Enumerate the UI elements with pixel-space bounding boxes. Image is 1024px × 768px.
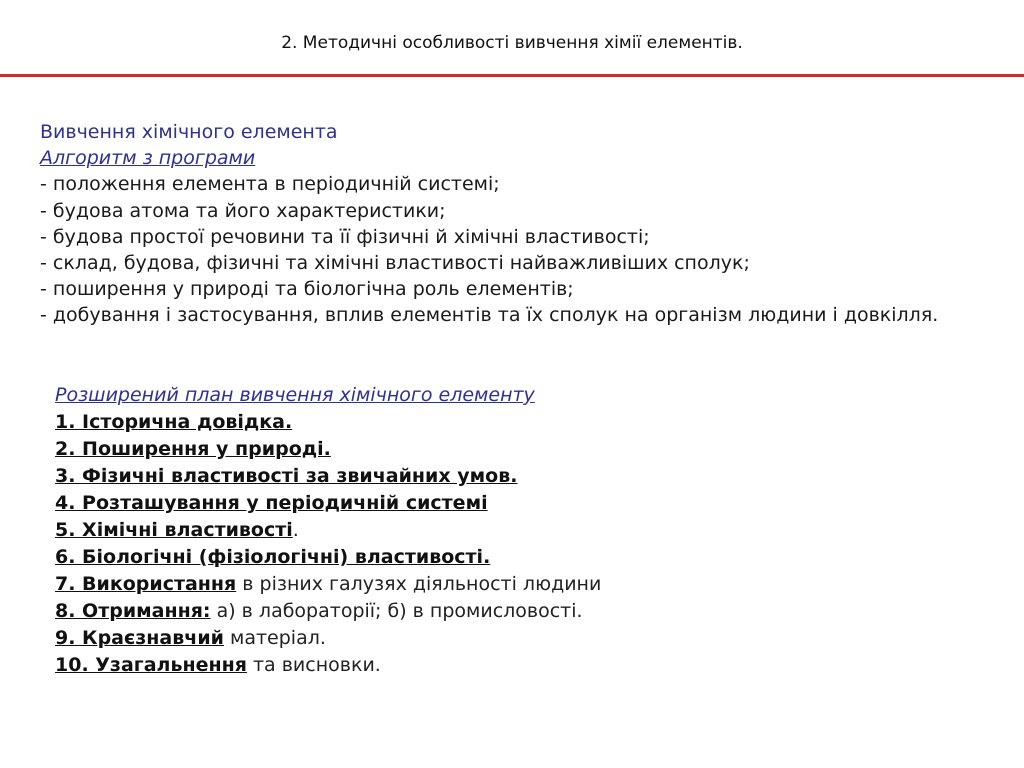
plan-item-bold: 10. Узагальнення [55,654,247,676]
study-item: - положення елемента в періодичній системі; [40,173,500,196]
plan-item-bold: 5. Хімічні властивості [55,519,293,541]
plan-item-bold: 2. Поширення у природі. [55,438,331,460]
plan-item-bold: 4. Розташування у періодичній системі [55,492,488,514]
plan-item-bold: 8. Отримання: [55,600,211,622]
plan-item-rest: матеріал. [223,627,326,649]
study-item: - будова атома та його характеристики; [40,199,446,222]
study-section [40,119,1000,329]
title-divider [0,74,1024,77]
plan-item-bold: 6. Біологічні (фізіологічні) властивості. [55,546,491,568]
plan-item [55,463,995,490]
plan-section [55,382,995,679]
plan-item-rest: в різних галузях діяльності людини [236,573,602,595]
plan-title: Розширений план вивчення хімічного елементу [55,384,535,406]
plan-item-rest: а) в лабораторії; б) в промисловості. [210,600,583,622]
study-heading: Вивчення хімічного елемента [40,121,338,143]
plan-item-rest: . [292,519,299,541]
plan-item [55,436,995,463]
plan-item-bold: 7. Використання [55,573,237,595]
slide-title: 2. Методичні особливості вивчення хімії елементів. [281,33,743,53]
plan-item-rest: та висновки. [246,654,381,676]
study-item: - поширення у природі та біологічна роль елементів; [40,278,574,301]
plan-item [55,652,995,679]
plan-item [55,598,995,625]
algorithm-label: Алгоритм з програми [40,147,256,170]
plan-item [55,517,995,544]
plan-item [55,490,995,517]
study-item: - будова простої речовини та її фізичні й хімічні властивості; [40,225,650,248]
study-item: - добування і застосування, вплив елементів та їх сполук на організм людини і довкілля. [40,304,939,327]
plan-item [55,625,995,652]
plan-item-bold: 9. Краєзнавчий [55,627,224,649]
plan-item [55,544,995,571]
plan-item [55,571,995,598]
plan-item [55,409,995,436]
plan-item-bold: 1. Історична довідка. [55,411,293,433]
study-item: - склад, будова, фізичні та хімічні властивості найважливіших сполук; [40,252,750,275]
plan-item-bold: 3. Фізичні властивості за звичайних умов. [55,465,518,487]
